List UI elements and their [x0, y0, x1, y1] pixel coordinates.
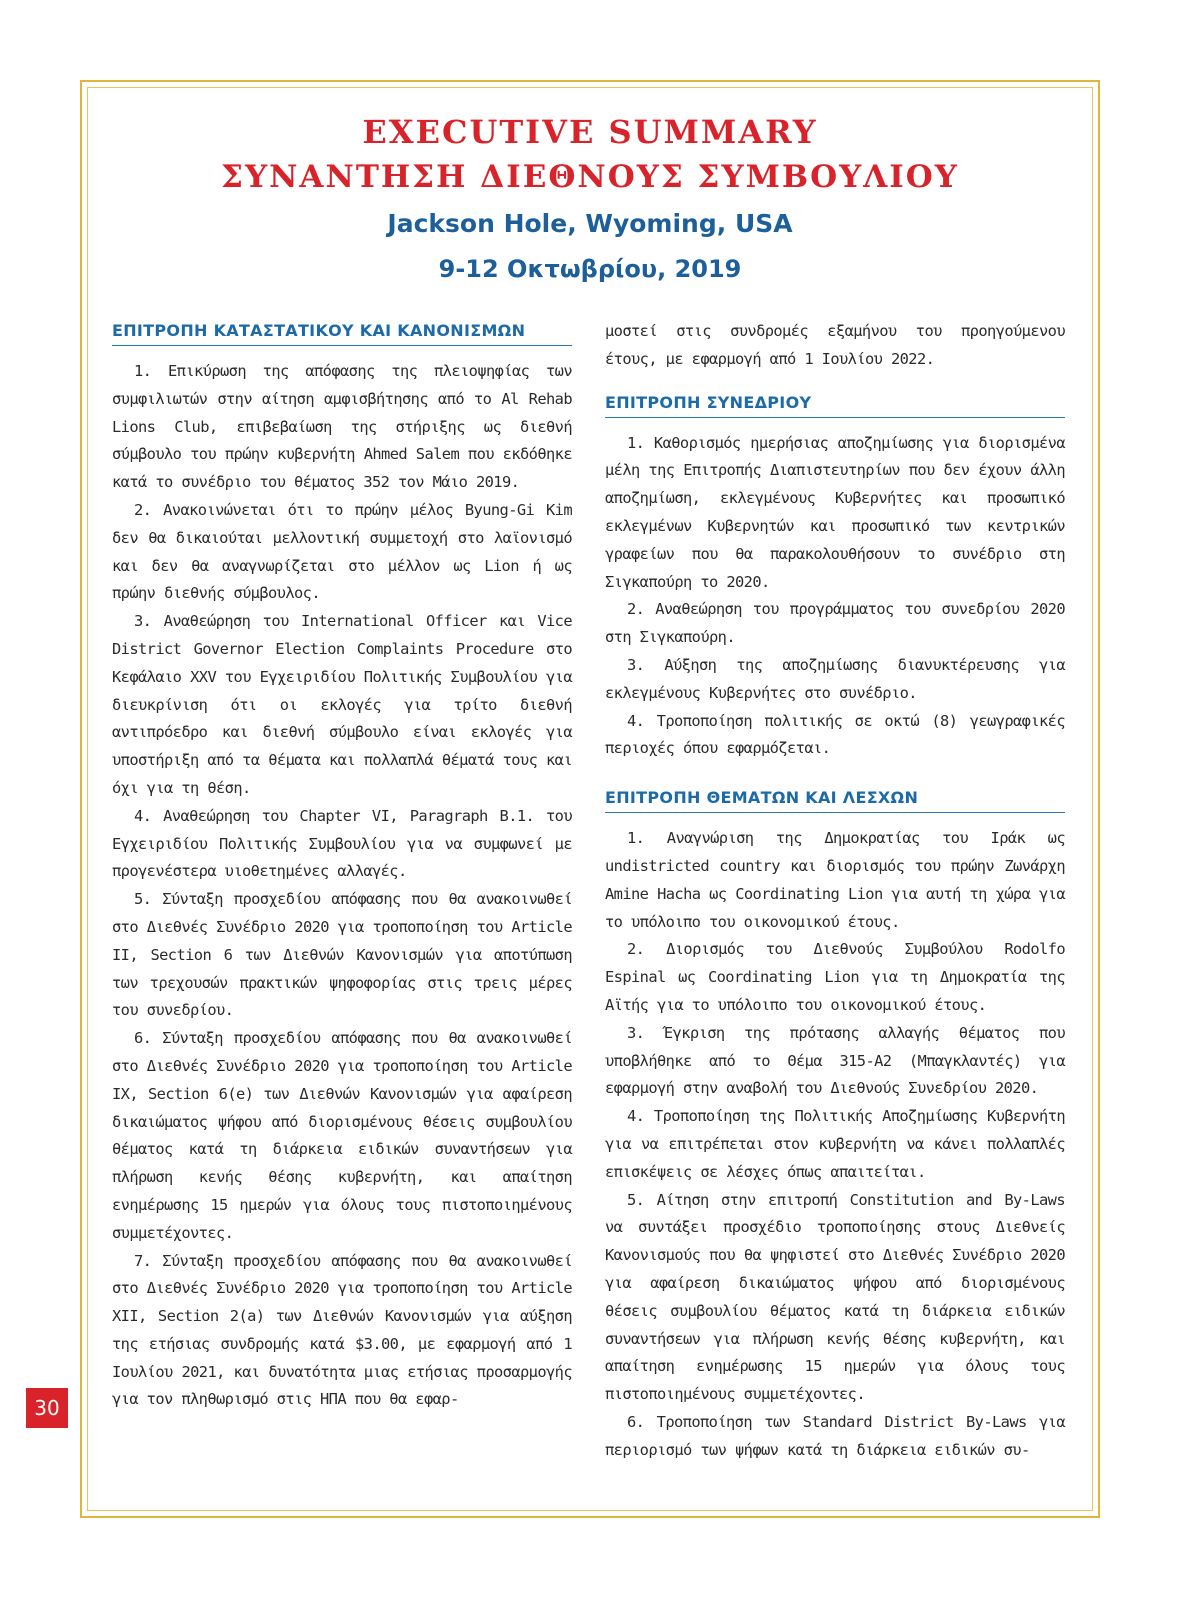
list-item: 3. Έγκριση της πρότασης αλλαγής θέματος που υποβλήθηκε από το Θέμα 315-A2 (Μπαγκλαντές) για εφαρμογή στην αναβολή του Διεθνούς Συνεδρίου 2020.	[605, 1023, 1065, 1098]
list-item: 1. Καθορισμός ημερήσιας αποζημίωσης για διορισμένα μέλη της Επιτροπής Διαπιστευτηρίων που δεν έχουν άλλη αποζημίωση, εκλεγμένους Κυβερνήτες και προσωπικό εκλεγμένων Κυβερνητών και προσωπικό των κεντρικών γραφείων που θα παρακολουθήσουν το συνέδριο στη Σιγκαπούρη το 2020.	[605, 433, 1065, 591]
list-item: 4. Τροποποίηση πολιτικής σε οκτώ (8) γεωγραφικές περιοχές όπου εφαρμόζεται.	[605, 711, 1065, 758]
continued-paragraph: μοστεί στις συνδρομές εξαμήνου του προηγούμενου έτους, με εφαρμογή από 1 Ιουλίου 2022.	[605, 322, 1065, 368]
list-item: 6. Σύνταξη προσχεδίου απόφασης που θα ανακοινωθεί στο Διεθνές Συνέδριο 2020 για τροποποίηση του Article IX, Section 6(e) των Διεθνών Κανονισμών για αφαίρεση δικαιώματος ψήφου από διορισμένους θέσεις συμβουλίου θέματος κατά τη διάρκεια ειδικών συναντήσεων για πλήρωση κενής θέσης κυβερνήτη, και απαίτηση ενημέρωσης 15 ημερών για όλους τους πιστοποιημένους συμμετέχοντες.	[112, 1029, 572, 1242]
subtitle-dates: 9-12 Οκτωβρίου, 2019	[438, 255, 742, 283]
left-column	[112, 318, 572, 1414]
title-executive-summary: EXECUTIVE SUMMARY	[362, 113, 818, 151]
title-greek: ΣΥΝΑΝΤΗΣΗ ΔΙΕΘΝΟΥΣ ΣΥΜΒΟΥΛΙΟΥ	[221, 159, 959, 195]
list-item: 3. Αναθεώρηση του International Officer και Vice District Governor Election Complaints Procedure στο Κεφάλαιο XXV του Εγχειριδίου Πολιτικής Συμβουλίου για διευκρίνιση ότι οι εκλογές για τρίτο διεθνή αντιπρόεδρο και διεθνή σύμβουλο είναι εκλογές για υποστήριξη από τα θέματα και πολλαπλά θέματά τους και όχι για τη θέση.	[112, 612, 572, 797]
section-title-constitution: ΕΠΙΤΡΟΠΗ ΚΑΤΑΣΤΑΤΙΚΟΥ ΚΑΙ ΚΑΝΟΝΙΣΜΩΝ	[112, 318, 572, 346]
section-title-convention: ΕΠΙΤΡΟΠΗ ΣΥΝΕΔΡΙΟΥ	[605, 390, 1065, 418]
list-item: 4. Τροποποίηση της Πολιτικής Αποζημίωσης Κυβερνήτη για να επιτρέπεται στον κυβερνήτη να κάνει πολλαπλές επισκέψεις σε λέσχες όπως απαιτείται.	[605, 1107, 1065, 1181]
list-item: 2. Ανακοινώνεται ότι το πρώην μέλος Byung-Gi Kim δεν θα δικαιούται μελλοντική συμμετοχή στο λαϊονισμό και δεν θα αναγνωρίζεται στο μέλλον ως Lion ή ως πρώην διεθνής σύμβουλος.	[112, 500, 572, 603]
subtitle-location: Jackson Hole, Wyoming, USA	[387, 209, 793, 238]
list-item: 4. Αναθεώρηση του Chapter VI, Paragraph B.1. του Εγχειριδίου Πολιτικής Συμβουλίου για να συμφωνεί με προγενέστερα υιοθετημένες αλλαγές.	[112, 806, 572, 881]
list-item: 2. Αναθεώρηση του προγράμματος του συνεδρίου 2020 στη Σιγκαπούρη.	[605, 600, 1065, 647]
section-title-districts-clubs: ΕΠΙΤΡΟΠΗ ΘΕΜΑΤΩΝ ΚΑΙ ΛΕΣΧΩΝ	[605, 785, 1065, 813]
list-item: 2. Διορισμός του Διεθνούς Συμβούλου Rodolfo Espinal ως Coordinating Lion για τη Δημοκρατία της Αϊτής για το υπόλοιπο του οικονομικού έτους.	[605, 940, 1065, 1014]
list-item: 7. Σύνταξη προσχεδίου απόφασης που θα ανακοινωθεί στο Διεθνές Συνέδριο 2020 για τροποποίηση του Article XII, Section 2(a) των Διεθνών Κανονισμών για αύξηση της ετήσιας συνδρομής κατά $3.00, με εφαρμογή από 1 Ιουλίου 2021, και δυνατότητα μιας ετήσιας προσαρμογής για τον πληθωρισμό στις ΗΠΑ που θα εφαρ-	[112, 1251, 572, 1409]
page-number-badge: 30	[26, 1388, 68, 1428]
list-item: 1. Επικύρωση της απόφασης της πλειοψηφίας των συμφιλιωτών στην αίτηση αμφισβήτησης από το Al Rehab Lions Club, επιβεβαίωση της στήριξης ως διεθνή σύμβουλο του πρώην κυβερνήτη Ahmed Salem που εκδόθηκε κατά το συνέδριο του θέματος 352 τον Μάιο 2019.	[112, 362, 572, 492]
right-column	[605, 318, 1065, 1464]
list-item: 5. Αίτηση στην επιτροπή Constitution and By-Laws να συντάξει προσχέδιο τροποποίησης στους Διεθνείς Κανονισμούς που θα ψηφιστεί στο Διεθνές Συνέδριο 2020 για αφαίρεση δικαιώματος ψήφου από διορισμένους θέσεις συμβουλίου θέματος κατά τη διάρκεια ειδικών συναντήσεων για πλήρωση κενής θέσης κυβερνήτη, και απαίτηση ενημέρωσης 15 ημερών για όλους τους πιστοποιημένους συμμετέχοντες.	[605, 1190, 1065, 1404]
list-item: 5. Σύνταξη προσχεδίου απόφασης που θα ανακοινωθεί στο Διεθνές Συνέδριο 2020 για τροποποίηση του Article II, Section 6 των Διεθνών Κανονισμών για αποτύπωση των τρεχουσών πρακτικών ψηφοφορίας στις τρεις μέρες του συνεδρίου.	[112, 890, 572, 1020]
list-item: 1. Αναγνώριση της Δημοκρατίας του Ιράκ ως undistricted country και διορισμός του πρώην Ζωνάρχη Amine Hacha ως Coordinating Lion για αυτή τη χώρα για το υπόλοιπο του οικονομικού έτους.	[605, 829, 1065, 931]
list-item: 6. Τροποποίηση των Standard District By-Laws για περιορισμό των ψήφων κατά τη διάρκεια ειδικών συ-	[605, 1412, 1065, 1459]
page-header	[87, 110, 1093, 292]
list-item: 3. Αύξηση της αποζημίωσης διανυκτέρευσης για εκλεγμένους Κυβερνήτες στο συνέδριο.	[605, 655, 1065, 702]
